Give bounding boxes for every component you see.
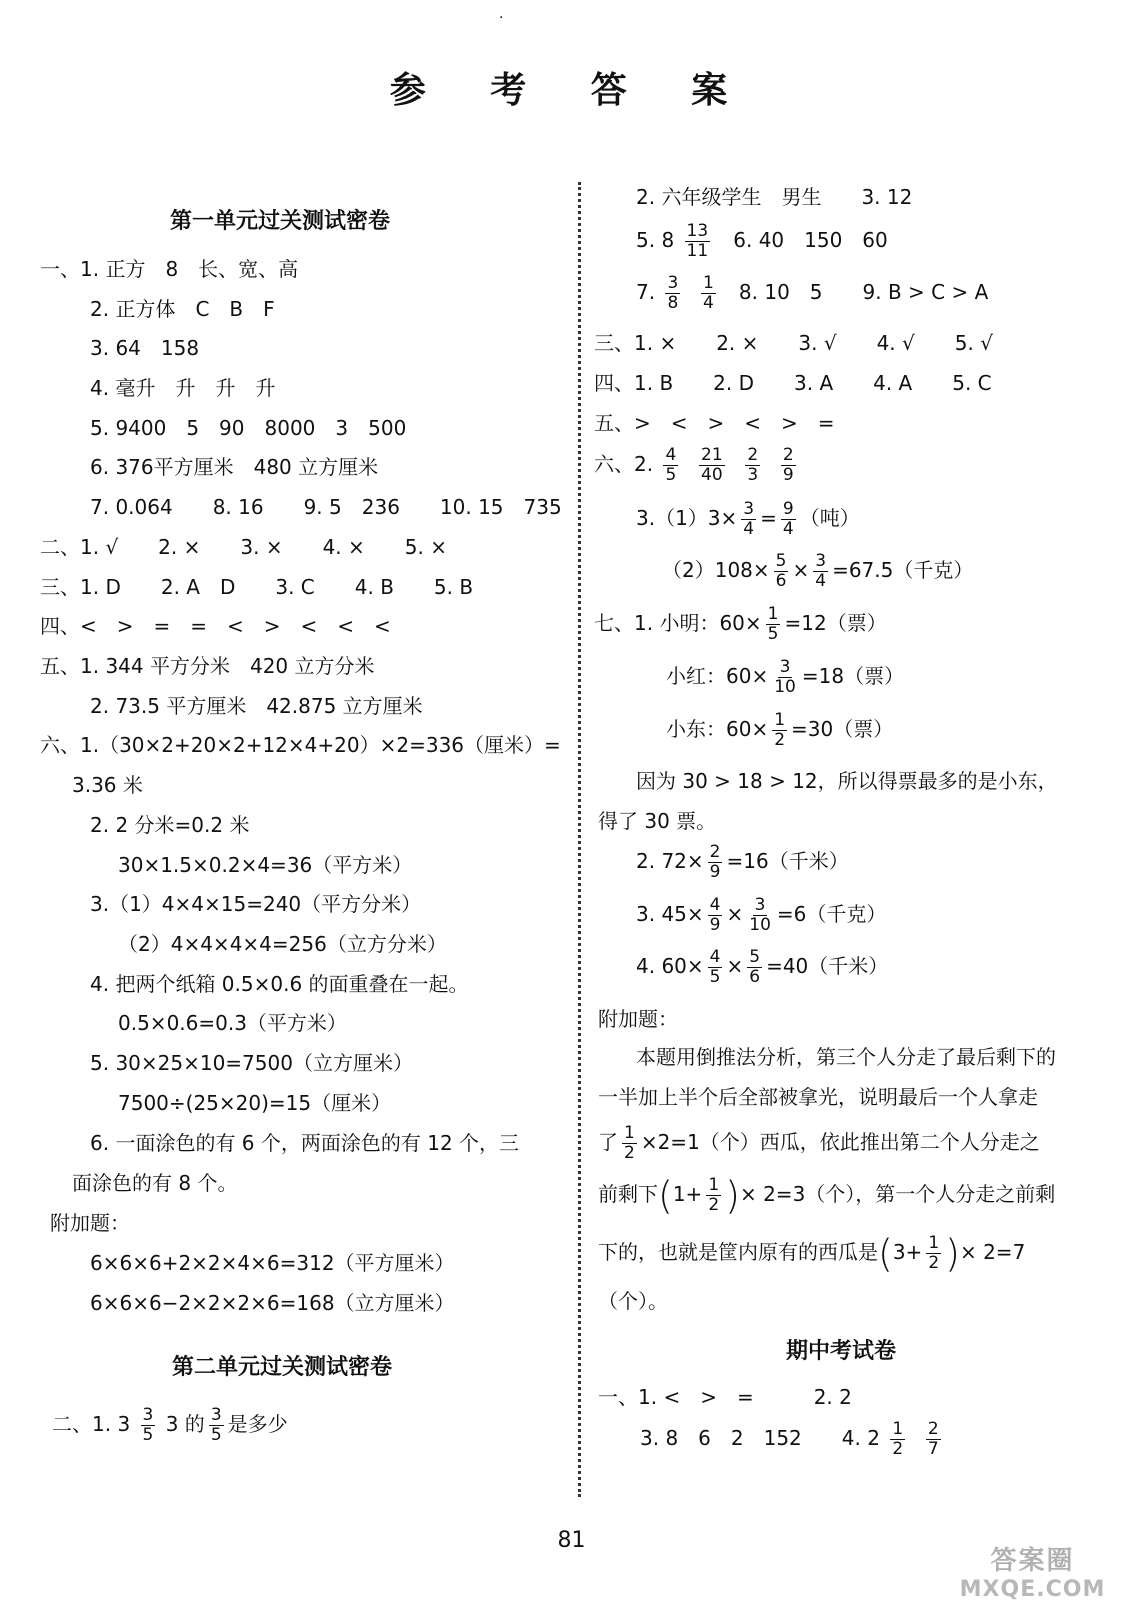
- fraction: $\frac{1}{5}$: [767, 604, 779, 644]
- answer-line: 5. 8 $\frac{13}{11}$ 6. 40 150 60: [636, 221, 888, 261]
- answer-line: 5. 9400 5 90 8000 3 500: [90, 416, 407, 440]
- answer-line: 2. 73.5 平方厘米 42.875 立方厘米: [90, 694, 423, 718]
- fraction: $\frac{3}{10}$: [749, 895, 771, 935]
- answer-line: 0.5×0.6=0.3（平方米）: [118, 1011, 347, 1035]
- answer-line: 前剩下(1+ $\frac{1}{2}$ )× 2=3（个），第一个人分走之前剩: [598, 1173, 1056, 1218]
- fraction: $\frac{13}{11}$: [686, 221, 709, 261]
- answer-line: 6×6×6+2×2×4×6=312（平方厘米）: [90, 1251, 455, 1275]
- answer-line: 2. 六年级学生 男生 3. 12: [636, 185, 913, 209]
- fraction: $\frac{4}{5}$: [665, 445, 677, 485]
- answer-line: 三、1. D 2. A D 3. C 4. B 5. B: [40, 575, 474, 599]
- answer-line: 5. 30×25×10=7500（立方厘米）: [90, 1051, 413, 1075]
- answer-line: 六、1.（30×2+20×2+12×4+20）×2=336（厘米）=: [40, 733, 561, 757]
- page-title: 参 考 答 案: [389, 70, 754, 111]
- unit1-title: 第一单元过关测试密卷: [170, 209, 391, 234]
- watermark-url: MXQE.COM: [959, 1577, 1106, 1602]
- answer-line: 六、2. $\frac{4}{5}$ $\frac{21}{40}$ $\frac{2}{3}$ $\frac{2}{9}$: [594, 445, 794, 485]
- fraction: $\frac{3}{4}$: [743, 499, 755, 539]
- answer-line: 四、< > = = < > < < <: [40, 614, 391, 638]
- answer-line: 本题用倒推法分析，第三个人分走了最后剩下的: [636, 1045, 1056, 1069]
- answer-line: 一半加上半个后全部被拿光，说明最后一个人拿走: [598, 1085, 1038, 1109]
- answer-line: 一、1. 正方 8 长、宽、高: [40, 257, 299, 281]
- answer-line: （2）4×4×4×4=256（立方分米）: [118, 932, 447, 956]
- answer-line: 6. 376平方厘米 480 立方厘米: [90, 455, 379, 479]
- answer-line: 7. 0.064 8. 16 9. 5 236 10. 15 735: [90, 495, 562, 519]
- column-divider: [578, 182, 581, 1497]
- fraction: $\frac{1}{4}$: [703, 273, 714, 313]
- watermark: [940, 1540, 1125, 1602]
- answer-line: 下的，也就是筐内原有的西瓜是(3+ $\frac{1}{2}$ )× 2=7: [598, 1231, 1026, 1276]
- answer-line: 3. 64 158: [90, 336, 200, 360]
- fraction: $\frac{4}{9}$: [709, 895, 721, 935]
- answer-line: 二、1. 3 $\frac{3}{5}$ 3 的 $\frac{3}{5}$ 是多少: [52, 1405, 288, 1445]
- answer-line: 五、> < > < > =: [594, 411, 835, 435]
- answer-line: 3.36 米: [72, 773, 143, 797]
- answer-line: 七、1. 小明：60× $\frac{1}{5}$ =12（票）: [594, 604, 887, 644]
- answer-line: 了 $\frac{1}{2}$ ×2=1（个）西瓜，依此推出第二个人分走之: [598, 1123, 1040, 1163]
- fraction: $\frac{21}{40}$: [701, 445, 723, 485]
- answer-line: 2. 正方体 C B F: [90, 297, 275, 321]
- fraction: $\frac{2}{3}$: [747, 445, 759, 485]
- answer-line: 4. 把两个纸箱 0.5×0.6 的面重叠在一起。: [90, 972, 469, 996]
- fraction: $\frac{1}{2}$: [774, 710, 786, 750]
- answer-line: 6. 一面涂色的有 6 个，两面涂色的有 12 个，三: [90, 1131, 520, 1155]
- watermark-logo: 答案圈: [990, 1546, 1075, 1576]
- fraction: $\frac{5}{6}$: [749, 947, 761, 987]
- answer-line: （2）108× $\frac{5}{6}$ × $\frac{3}{4}$ =67.5（千克）: [662, 551, 974, 591]
- answer-line: 4. 毫升 升 升 升: [90, 376, 276, 400]
- top-dot: ·: [499, 10, 504, 26]
- fraction: $\frac{3}{5}$: [210, 1405, 222, 1445]
- fraction: $\frac{3}{4}$: [815, 551, 827, 591]
- fraction: $\frac{1}{2}$: [928, 1233, 940, 1273]
- fraction: $\frac{9}{4}$: [782, 499, 794, 539]
- fraction: $\frac{4}{5}$: [709, 947, 721, 987]
- answer-line: 四、1. B 2. D 3. A 4. A 5. C: [594, 371, 992, 395]
- answer-line: 五、1. 344 平方分米 420 立方分米: [40, 654, 375, 678]
- answer-line: 7. $\frac{3}{8}$ $\frac{1}{4}$ 8. 10 5 9. B > C > A: [636, 273, 989, 313]
- answer-line: 7500÷(25×20)=15（厘米）: [118, 1091, 392, 1115]
- page-number: 81: [557, 1528, 586, 1553]
- midterm-title: 期中考试卷: [786, 1339, 897, 1364]
- fraction: $\frac{3}{5}$: [142, 1405, 154, 1445]
- answer-line: 附加题：: [598, 1007, 678, 1031]
- answer-line: 因为 30 > 18 > 12，所以得票最多的是小东，: [636, 769, 1058, 793]
- fraction: $\frac{2}{7}$: [927, 1419, 939, 1459]
- answer-line: 小东：60× $\frac{1}{2}$ =30（票）: [666, 710, 894, 750]
- answer-line: 2. 2 分米=0.2 米: [90, 813, 250, 837]
- answer-line: 30×1.5×0.2×4=36（平方米）: [118, 853, 413, 877]
- answer-line: 面涂色的有 8 个。: [72, 1171, 238, 1195]
- answer-line: 6×6×6−2×2×2×6=168（立方厘米）: [90, 1291, 455, 1315]
- fraction: $\frac{2}{9}$: [782, 445, 794, 485]
- answer-line: 得了 30 票。: [598, 809, 717, 833]
- answer-line: 3.（1）3× $\frac{3}{4}$ = $\frac{9}{4}$ （吨）: [636, 499, 860, 539]
- answer-line: 3. 45× $\frac{4}{9}$ × $\frac{3}{10}$ =6（千克）: [636, 895, 887, 935]
- fraction: $\frac{2}{9}$: [709, 842, 721, 882]
- unit2-title: 第二单元过关测试密卷: [172, 1355, 393, 1380]
- fraction: $\frac{3}{8}$: [667, 273, 679, 313]
- answer-line: 二、1. √ 2. × 3. × 4. × 5. ×: [40, 535, 447, 559]
- answer-line: 4. 60× $\frac{4}{5}$ × $\frac{5}{6}$ =40（千米）: [636, 947, 889, 987]
- fraction: $\frac{1}{2}$: [708, 1175, 720, 1215]
- answer-line: 2. 72× $\frac{2}{9}$ =16（千米）: [636, 842, 849, 882]
- answer-line: （个）。: [598, 1289, 668, 1313]
- fraction: $\frac{5}{6}$: [775, 551, 787, 591]
- answer-line: 小红：60× $\frac{3}{10}$ =18（票）: [666, 657, 905, 697]
- answer-line: 一、1. < > = 2. 2: [598, 1385, 852, 1409]
- fraction: $\frac{1}{2}$: [624, 1123, 635, 1163]
- answer-line: 3.（1）4×4×15=240（平方分米）: [90, 892, 422, 916]
- answer-line: 三、1. × 2. × 3. √ 4. √ 5. √: [594, 331, 993, 355]
- answer-line: 3. 8 6 2 152 4. 2 $\frac{1}{2}$ $\frac{2}{7}$: [640, 1419, 939, 1459]
- fraction: $\frac{1}{2}$: [892, 1419, 904, 1459]
- answer-line: 附加题：: [50, 1211, 130, 1235]
- fraction: $\frac{3}{10}$: [774, 657, 796, 697]
